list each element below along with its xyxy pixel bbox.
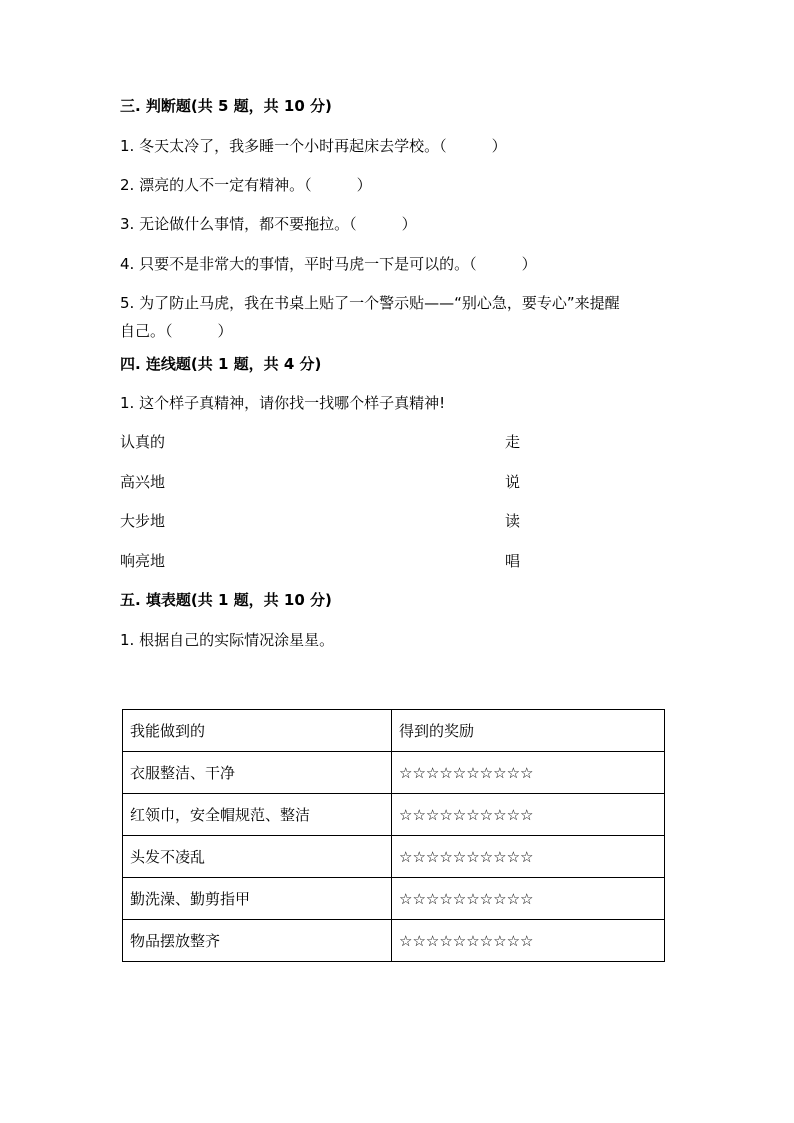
star-rating-cell[interactable]: ☆☆☆☆☆☆☆☆☆☆	[392, 752, 665, 794]
judgement-item-2: 2. 漂亮的人不一定有精神。（ ）	[120, 176, 372, 194]
match-left-item: 高兴地	[120, 473, 166, 491]
behavior-cell: 红领巾，安全帽规范、整洁	[123, 794, 392, 836]
behavior-cell: 头发不凌乱	[123, 836, 392, 878]
behavior-cell: 物品摆放整齐	[123, 920, 392, 962]
table-row	[123, 836, 665, 878]
section-3-heading: 三. 判断题(共 5 题，共 10 分)	[120, 97, 332, 115]
table-row	[123, 752, 665, 794]
table-header-cell: 得到的奖励	[392, 710, 665, 752]
star-rating-cell[interactable]: ☆☆☆☆☆☆☆☆☆☆	[392, 920, 665, 962]
match-left-item: 大步地	[120, 512, 166, 530]
star-rating-cell[interactable]: ☆☆☆☆☆☆☆☆☆☆	[392, 836, 665, 878]
matching-question: 1. 这个样子真精神，请你找一找哪个样子真精神!	[120, 394, 446, 412]
match-right-item: 说	[505, 473, 521, 491]
behavior-cell: 勤洗澡、勤剪指甲	[123, 878, 392, 920]
table-header-cell: 我能做到的	[123, 710, 392, 752]
table-row	[123, 878, 665, 920]
match-right-item: 唱	[505, 552, 521, 570]
table-row	[123, 920, 665, 962]
judgement-item-1: 1. 冬天太冷了，我多睡一个小时再起床去学校。（ ）	[120, 137, 507, 155]
judgement-item-5	[120, 293, 665, 341]
section-5-heading: 五. 填表题(共 1 题，共 10 分)	[120, 591, 332, 609]
star-rating-cell[interactable]: ☆☆☆☆☆☆☆☆☆☆	[392, 878, 665, 920]
table-header-row	[123, 710, 665, 752]
match-right-item: 走	[505, 433, 521, 451]
judgement-item-4: 4. 只要不是非常大的事情，平时马虎一下是可以的。（ ）	[120, 255, 537, 273]
judgement-item-5-line-1: 5. 为了防止马虎，我在书桌上贴了一个警示贴——“别心急，要专心”来提醒	[120, 294, 620, 312]
reward-table	[122, 709, 665, 962]
table-row	[123, 794, 665, 836]
star-rating-cell[interactable]: ☆☆☆☆☆☆☆☆☆☆	[392, 794, 665, 836]
match-left-item: 响亮地	[120, 552, 166, 570]
judgement-item-5-line-2: 自己。（ ）	[120, 322, 233, 340]
section-4-heading: 四. 连线题(共 1 题，共 4 分)	[120, 355, 322, 373]
match-right-item: 读	[505, 512, 521, 530]
match-left-item: 认真的	[120, 433, 166, 451]
table-question: 1. 根据自己的实际情况涂星星。	[120, 631, 335, 649]
judgement-item-3: 3. 无论做什么事情，都不要拖拉。（ ）	[120, 215, 417, 233]
behavior-cell: 衣服整洁、干净	[123, 752, 392, 794]
